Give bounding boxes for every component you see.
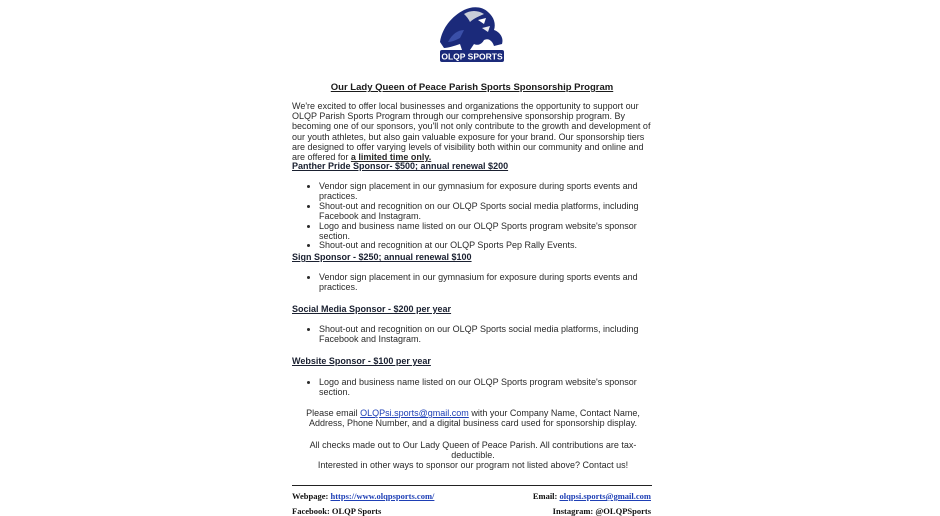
intro-text: We're excited to offer local businesses and organizations the opportunity to support our OLQP Parish Sports Program through our comprehensive sponsorship program. By becoming one of our sponsors, you'll not only contribute to the growth and development of our youth athletes, but also gain valuable exposure for your brand. Our sponsorship tiers are designed to offer varying levels of visibility both within our community and online and are offered for xyxy=(292,101,651,163)
page-title: Our Lady Queen of Peace Parish Sports Sponsorship Program xyxy=(330,82,614,93)
olqp-panther-logo xyxy=(434,2,510,64)
intro-paragraph xyxy=(292,101,654,162)
footer-webpage xyxy=(292,491,434,501)
benefit-item: • Vendor sign placement in our gymnasium for exposure during sports events and practices. xyxy=(319,273,667,293)
benefit-item: • Logo and business name listed on our OLQP Sports program website's sponsor section. xyxy=(319,222,667,242)
contact-email-suffix: with your Company Name, Contact Name, Address, Phone Number, and a digital business card used for sponsorship display. xyxy=(308,408,640,429)
logo-text: OLQP SPORTS xyxy=(441,51,503,62)
benefit-item: • Shout-out and recognition at our OLQP Sports Pep Rally Events. xyxy=(319,241,667,251)
footer-email-label: Email: xyxy=(532,491,558,501)
tier-title-website: Website Sponsor - $100 per year xyxy=(292,356,431,366)
benefit-item: • Logo and business name listed on our OLQP Sports program website's sponsor section. xyxy=(319,378,667,398)
contact-instructions xyxy=(292,408,654,428)
tier-benefits-sign xyxy=(305,273,667,293)
benefit-item: • Shout-out and recognition on our OLQP Sports social media platforms, including Facebook and Instagram. xyxy=(319,325,667,345)
tier-benefits-panther-pride xyxy=(305,182,667,251)
footer-facebook: Facebook: OLQP Sports xyxy=(292,506,382,516)
footer-divider xyxy=(292,485,652,486)
benefit-item: • Shout-out and recognition on our OLQP Sports social media platforms, including Facebook and Instagram. xyxy=(319,202,667,222)
contact-email-prefix: Please email xyxy=(306,408,358,418)
tier-benefits-social-media xyxy=(305,325,667,345)
tier-title-sign: Sign Sponsor - $250; annual renewal $100 xyxy=(292,252,472,262)
tier-title-panther-pride: Panther Pride Sponsor- $500; annual renewal $200 xyxy=(292,161,509,171)
interest-note: Interested in other ways to sponsor our program not listed above? Contact us! xyxy=(317,460,629,470)
benefit-item: • Vendor sign placement in our gymnasium for exposure during sports events and practices. xyxy=(319,182,667,202)
tier-benefits-website xyxy=(305,378,667,398)
checks-note: All checks made out to Our Lady Queen of Peace Parish. All contributions are tax-deductible. xyxy=(309,440,637,461)
tier-title-social-media: Social Media Sponsor - $200 per year xyxy=(292,304,452,314)
footer-email-link[interactable]: olqpsi.sports@gmail.com xyxy=(559,491,651,501)
contact-email-link[interactable]: OLQPsi.sports@gmail.com xyxy=(360,408,469,418)
intro-emphasis: a limited time only. xyxy=(350,152,432,163)
footer-webpage-label: Webpage: xyxy=(292,491,329,501)
footer-email xyxy=(533,491,651,501)
footer-instagram: Instagram: @OLQPSports xyxy=(552,506,651,516)
footer-webpage-link[interactable]: https://www.olqpsports.com/ xyxy=(330,491,435,501)
